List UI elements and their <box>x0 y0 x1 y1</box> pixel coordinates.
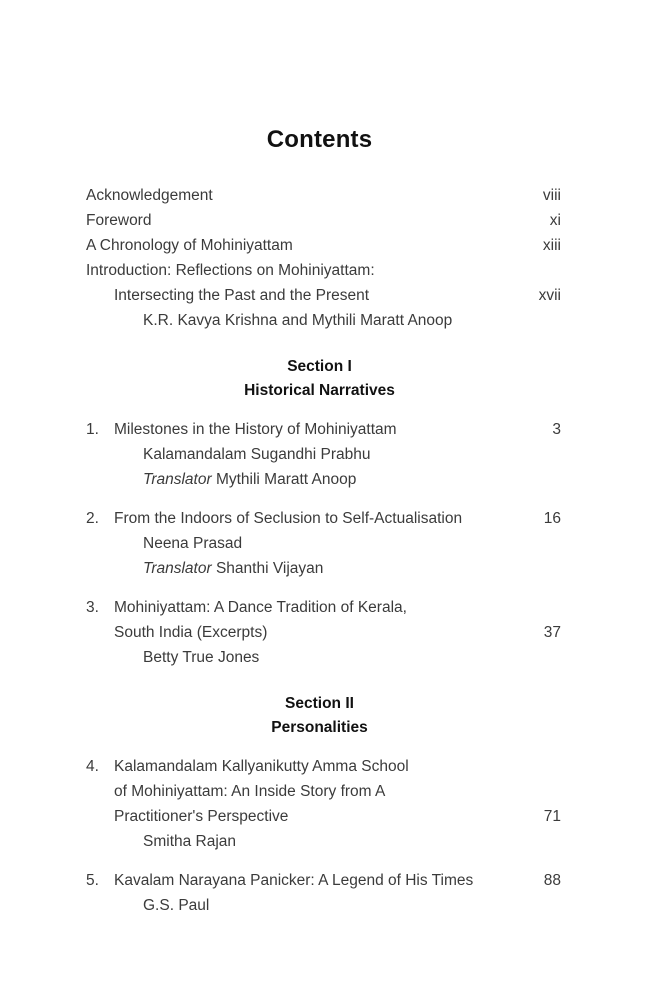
chapter-title: South India (Excerpts) <box>114 624 268 642</box>
front-matter-entry <box>86 183 561 208</box>
chapter-title: From the Indoors of Seclusion to Self-Actualisation <box>114 510 463 528</box>
section-number-label: Section I <box>287 358 352 376</box>
front-matter-label: Intersecting the Past and the Present <box>114 287 370 305</box>
sections-list <box>86 355 561 918</box>
credit-name: Kalamandalam Sugandhi Prabhu <box>143 446 371 464</box>
section-name: Personalities <box>271 719 368 737</box>
chapter-title: Mohiniyattam: A Dance Tradition of Kerala, <box>114 599 407 617</box>
chapter-author <box>86 442 561 467</box>
chapter-number: 1. <box>86 421 99 439</box>
chapter-translator <box>86 556 561 581</box>
chapter-entry <box>86 506 561 581</box>
front-matter-list <box>86 183 561 333</box>
credit-name: Smitha Rajan <box>143 833 237 851</box>
page-number: 37 <box>543 624 561 642</box>
chapter-title-line <box>86 506 561 531</box>
credit-name: Betty True Jones <box>143 649 260 667</box>
chapter-entry <box>86 417 561 492</box>
front-matter-label: Foreword <box>86 212 152 230</box>
page-number: xvii <box>538 287 561 305</box>
page-number: xi <box>549 212 561 230</box>
credit-name: Mythili Maratt Anoop <box>215 471 357 489</box>
page-number: 16 <box>543 510 561 528</box>
chapter-number: 2. <box>86 510 99 528</box>
chapter-title-line <box>86 804 561 829</box>
chapter-translator <box>86 467 561 492</box>
chapter-number: 4. <box>86 758 99 776</box>
chapter-title-line <box>86 754 561 779</box>
chapter-author <box>86 645 561 670</box>
page-title: Contents <box>266 126 373 153</box>
page-number: 3 <box>552 421 561 439</box>
chapter-title: of Mohiniyattam: An Inside Story from A <box>114 783 386 801</box>
front-matter-label: Acknowledgement <box>86 187 213 205</box>
credit-role: Translator <box>143 560 212 578</box>
chapter-entry <box>86 754 561 854</box>
credit-name: Shanthi Vijayan <box>215 560 324 578</box>
front-matter-label: Introduction: Reflections on Mohiniyattam: <box>86 262 375 280</box>
chapter-number: 5. <box>86 872 99 890</box>
chapter-author <box>86 531 561 556</box>
chapter-entry <box>86 868 561 918</box>
chapter-title-line <box>86 779 561 804</box>
chapter-title-line <box>86 868 561 893</box>
chapter-title: Kavalam Narayana Panicker: A Legend of His Times <box>114 872 474 890</box>
section-name: Historical Narratives <box>244 382 395 400</box>
front-matter-entry <box>86 308 561 333</box>
chapter-number: 3. <box>86 599 99 617</box>
chapter-author <box>86 893 561 918</box>
section-number-label: Section II <box>285 695 354 713</box>
page-number: 71 <box>543 808 561 826</box>
chapter-author <box>86 829 561 854</box>
section-heading-block <box>86 355 561 403</box>
credit-name: Neena Prasad <box>143 535 243 553</box>
credit-name: G.S. Paul <box>143 897 210 915</box>
chapter-title-line <box>86 417 561 442</box>
chapter-title: Milestones in the History of Mohiniyattam <box>114 421 397 439</box>
front-matter-entry <box>86 233 561 258</box>
page-number: 88 <box>543 872 561 890</box>
front-matter-entry <box>86 258 561 283</box>
credit-role: Translator <box>143 471 212 489</box>
chapter-title-line <box>86 595 561 620</box>
page-number: xiii <box>542 237 561 255</box>
front-matter-label: A Chronology of Mohiniyattam <box>86 237 293 255</box>
section-heading-block <box>86 692 561 740</box>
front-matter-entry <box>86 283 561 308</box>
chapter-title-line <box>86 620 561 645</box>
chapter-title: Kalamandalam Kallyanikutty Amma School <box>114 758 409 776</box>
front-matter-label: K.R. Kavya Krishna and Mythili Maratt Anoop <box>143 312 453 330</box>
chapter-entry <box>86 595 561 670</box>
front-matter-entry <box>86 208 561 233</box>
chapter-title: Practitioner's Perspective <box>114 808 289 826</box>
page-number: viii <box>542 187 561 205</box>
